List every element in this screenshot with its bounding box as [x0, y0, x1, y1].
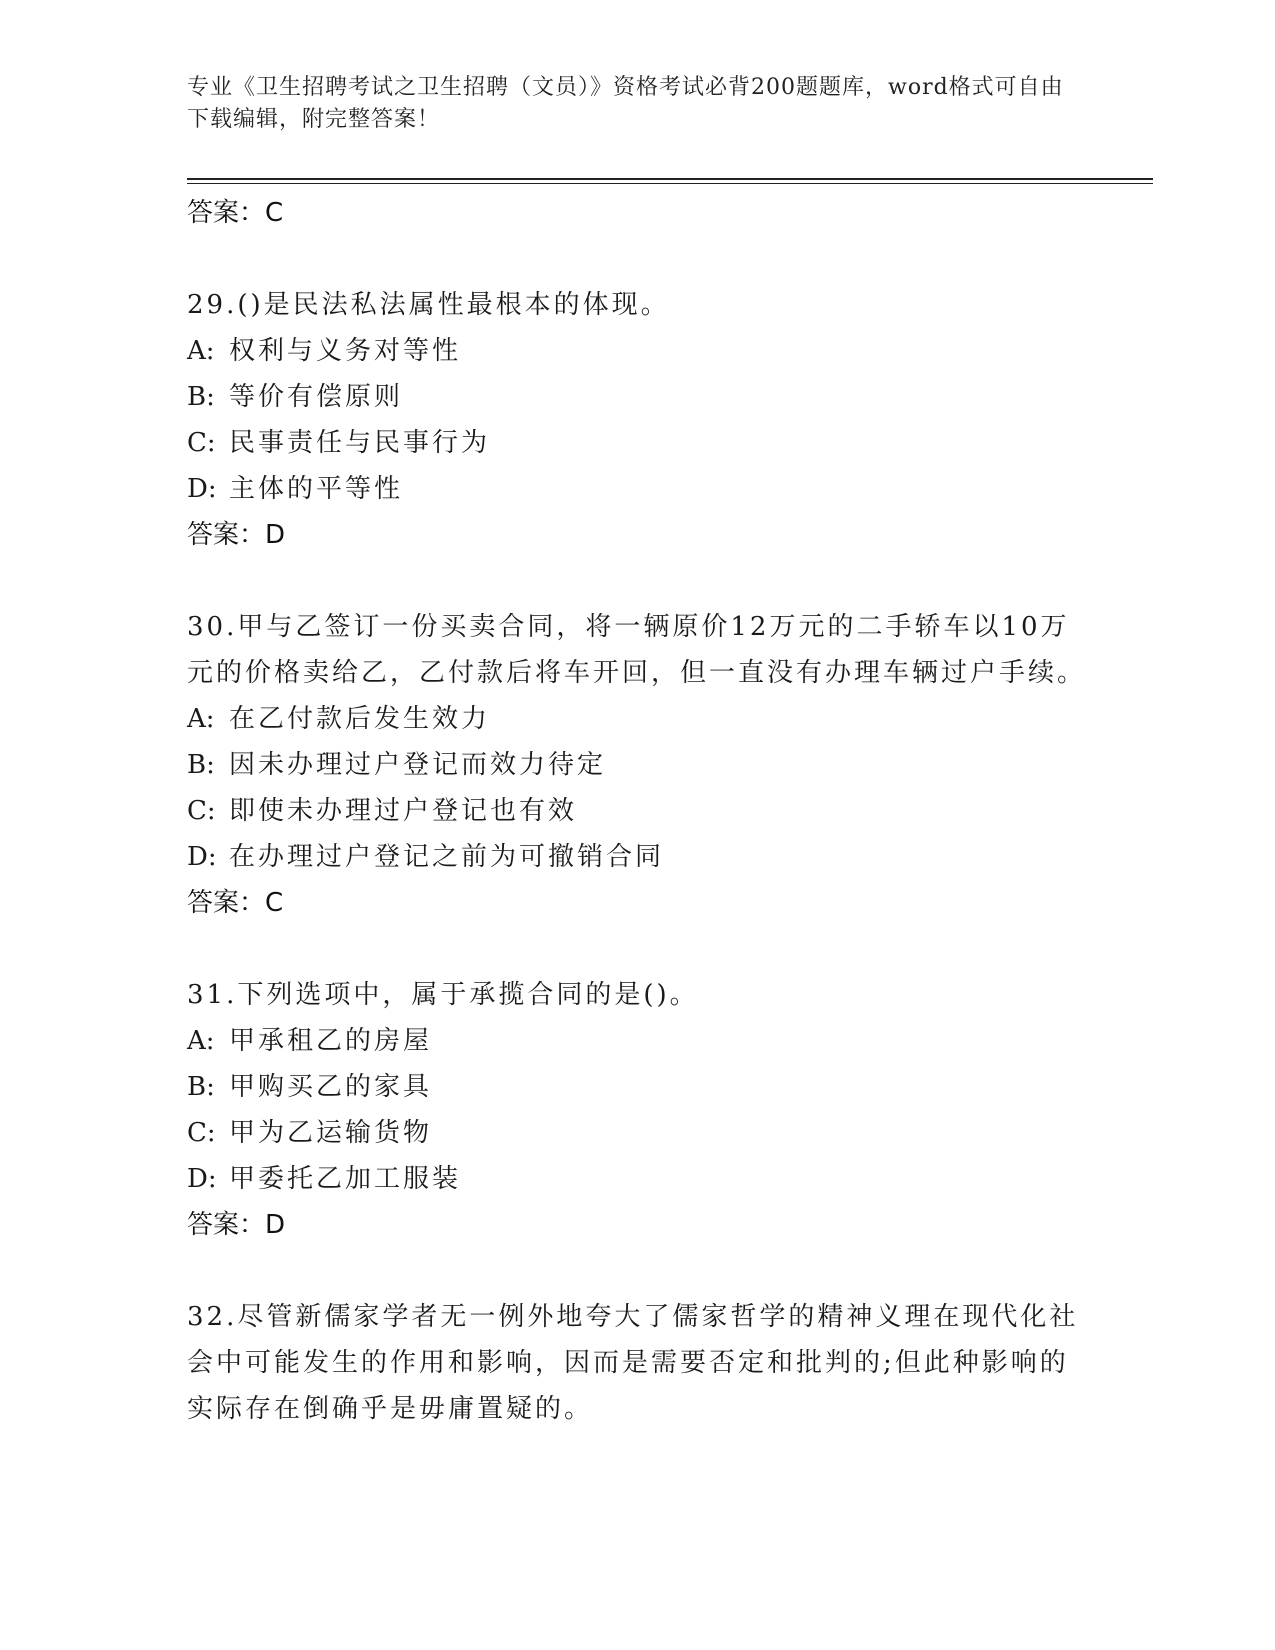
- question-text: 尽管新儒家学者无一例外地夸大了儒家哲学的精神义理在现代化社会中可能发生的作用和影响，因而是需要否定和批判的;但此种影响的实际存在倒确乎是毋庸置疑的。: [187, 1302, 1079, 1424]
- question-30: [187, 604, 1087, 696]
- option-b: [187, 374, 1087, 420]
- option-a: [187, 1018, 1087, 1064]
- option-b: [187, 1064, 1087, 1110]
- spacer: [187, 236, 1087, 282]
- option-key: A:: [187, 336, 215, 366]
- option-text: 甲委托乙加工服装: [229, 1164, 462, 1194]
- option-key: B:: [187, 382, 215, 412]
- option-key: C:: [187, 1118, 216, 1148]
- option-text: 因未办理过户登记而效力待定: [229, 750, 607, 780]
- option-key: C:: [187, 428, 216, 458]
- option-text: 民事责任与民事行为: [229, 428, 491, 458]
- question-29: [187, 282, 1087, 328]
- question-number: 32.: [187, 1302, 238, 1332]
- option-key: A:: [187, 704, 215, 734]
- option-text: 权利与义务对等性: [229, 336, 462, 366]
- option-c: [187, 1110, 1087, 1156]
- option-text: 主体的平等性: [229, 474, 404, 504]
- question-text: ()是民法私法属性最根本的体现。: [237, 290, 670, 320]
- option-text: 在乙付款后发生效力: [229, 704, 491, 734]
- option-text: 甲购买乙的家具: [229, 1072, 433, 1102]
- spacer: [187, 926, 1087, 972]
- header-rule-thick: [187, 178, 1153, 180]
- question-32: [187, 1294, 1087, 1432]
- option-key: D:: [187, 474, 217, 504]
- option-c: [187, 420, 1087, 466]
- option-d: [187, 1156, 1087, 1202]
- option-d: [187, 466, 1087, 512]
- question-list: [187, 190, 1087, 1432]
- page-header-title: 专业《卫生招聘考试之卫生招聘（文员）》资格考试必背200题题库，word格式可自由下载编辑，附完整答案！: [187, 75, 1064, 132]
- answer-line: 答案：D: [187, 1210, 286, 1240]
- option-a: [187, 696, 1087, 742]
- answer-line: 答案：D: [187, 520, 286, 550]
- option-key: B:: [187, 750, 215, 780]
- answer-line: 答案：C: [187, 888, 284, 918]
- option-text: 在办理过户登记之前为可撤销合同: [229, 842, 665, 872]
- option-b: [187, 742, 1087, 788]
- question-text: 下列选项中，属于承揽合同的是()。: [237, 980, 699, 1010]
- option-text: 甲为乙运输货物: [229, 1118, 433, 1148]
- option-text: 即使未办理过户登记也有效: [229, 796, 578, 826]
- option-text: 等价有偿原则: [229, 382, 404, 412]
- question-number: 30.: [187, 612, 238, 642]
- question-31: [187, 972, 1087, 1018]
- option-a: [187, 328, 1087, 374]
- option-key: C:: [187, 796, 216, 826]
- option-key: B:: [187, 1072, 215, 1102]
- spacer: [187, 1248, 1087, 1294]
- question-number: 29.: [187, 290, 238, 320]
- option-d: [187, 834, 1087, 880]
- question-number: 31.: [187, 980, 238, 1010]
- option-key: A:: [187, 1026, 215, 1056]
- option-text: 甲承租乙的房屋: [229, 1026, 433, 1056]
- option-c: [187, 788, 1087, 834]
- answer-line: 答案：C: [187, 198, 284, 228]
- spacer: [187, 558, 1087, 604]
- option-key: D:: [187, 842, 217, 872]
- option-key: D:: [187, 1164, 217, 1194]
- header-rule-thin: [187, 183, 1153, 184]
- question-text: 甲与乙签订一份买卖合同，将一辆原价12万元的二手轿车以10万元的价格卖给乙，乙付款后将车开回，但一直没有办理车辆过户手续。: [187, 612, 1087, 688]
